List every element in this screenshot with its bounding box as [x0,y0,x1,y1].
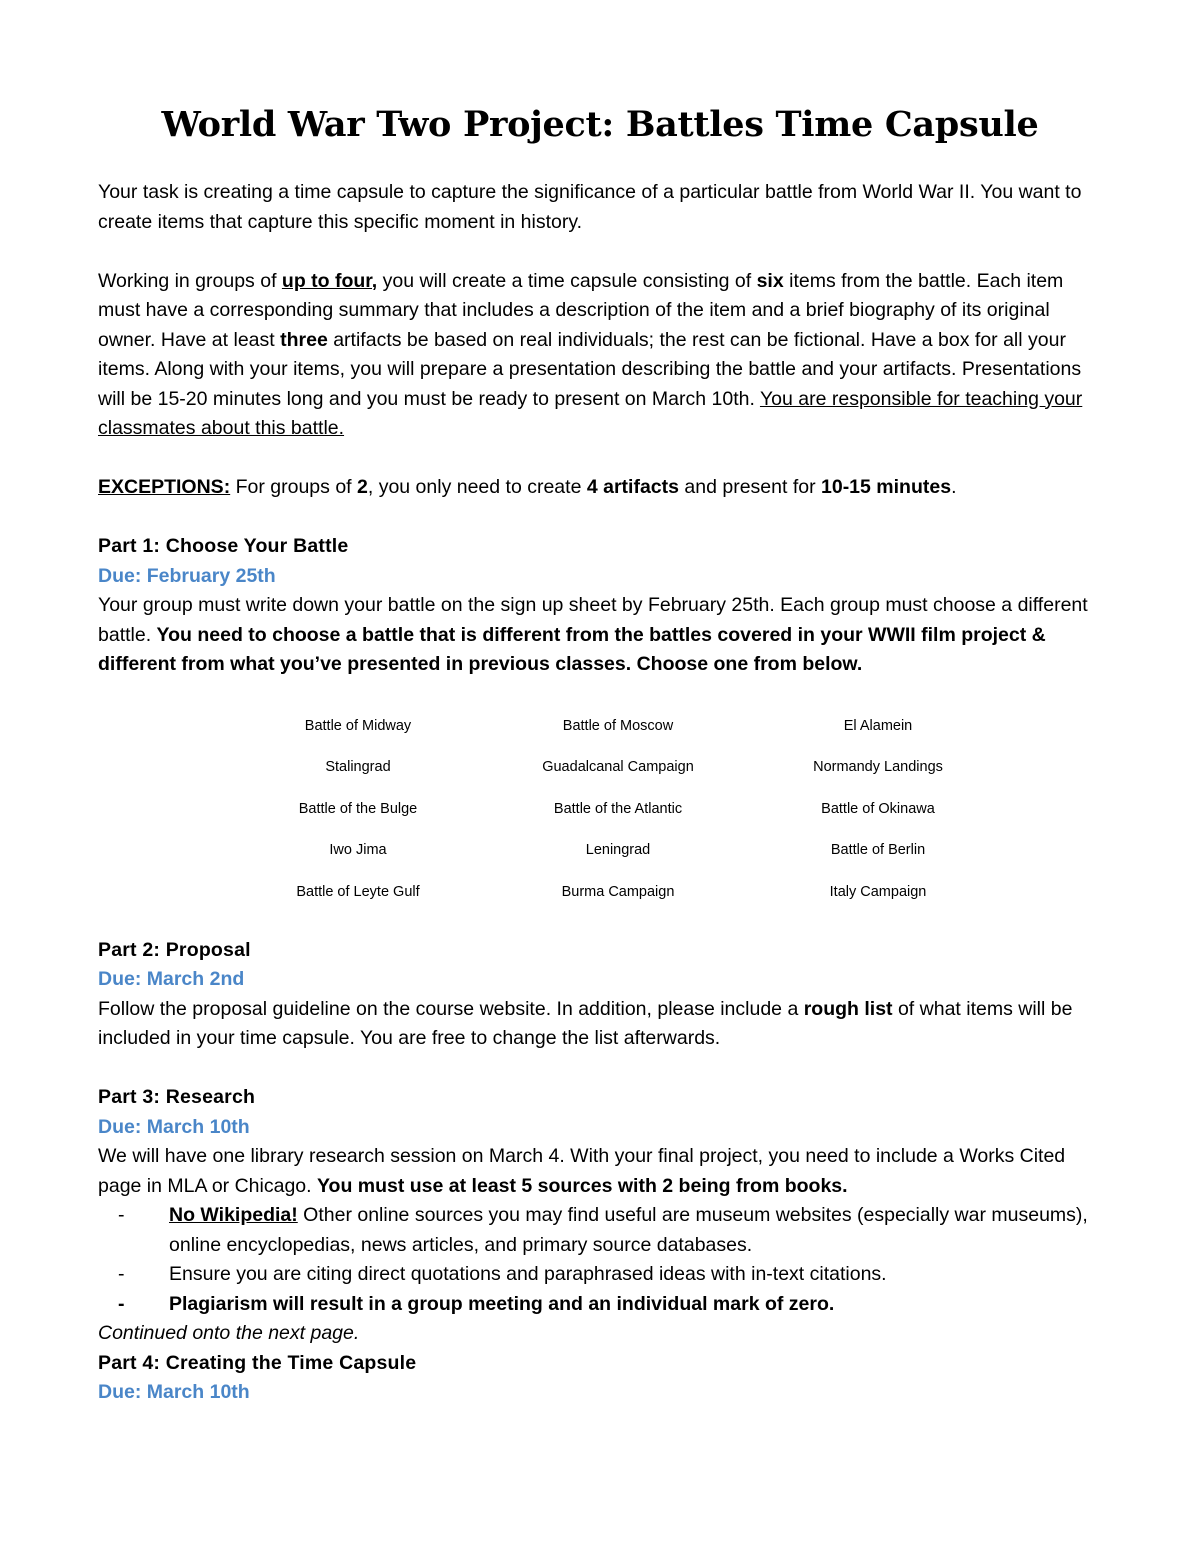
battle-option: Battle of the Bulge [298,800,418,817]
part4-section [98,1349,1108,1408]
task-paragraph [98,267,1108,444]
battle-option: Battle of Okinawa [821,800,935,817]
research-rules-list [98,1201,1108,1319]
part2-heading: Part 2: Proposal [98,938,251,961]
part3-source-requirement: You must use at least 5 sources with 2 being from books. [316,1174,848,1197]
battle-option: Italy Campaign [829,883,927,900]
document-body [98,178,1108,1408]
citation-text: Ensure you are citing direct quotations and paraphrased ideas with in-text citations. [169,1263,887,1285]
battle-option: Battle of Moscow [562,717,674,734]
part2-text-2: of what items will be included in your time capsule. You are free to change the list afterwards. [98,997,1073,1049]
battle-option: Guadalcanal Campaign [542,759,694,775]
exceptions-text-4: . [951,476,957,498]
plagiarism-warning: Plagiarism will result in a group meeting and an individual mark of zero. [169,1292,835,1315]
task-text-1: Working in groups of [98,269,282,292]
part1-due-date: Due: February 25th [98,564,276,587]
part1-paragraph [98,591,1108,680]
page-title: World War Two Project: Battles Time Capsule [161,104,1039,145]
part3-heading: Part 3: Research [98,1086,256,1108]
intro-paragraph: Your task is creating a time capsule to capture the significance of a particular battle from World War II. You want to create items that capture this specific moment in history. [98,181,1082,233]
battle-option: Battle of the Atlantic [553,800,683,817]
item-count: six [756,269,784,292]
part1-text: Your group must write down your battle on the sign up sheet by February 25th. Each group must choose a different battle. [98,594,1088,646]
part2-section [98,936,1108,1054]
list-item [98,1201,1108,1260]
part1-section [98,532,1108,902]
part1-requirement: You need to choose a battle that is different from the battles covered in your WWII film project & different from what you’ve presented in previous classes. Choose one from below. [98,623,1046,675]
battle-option: Leningrad [585,842,651,858]
battle-option: Battle of Leyte Gulf [296,883,420,900]
task-text-2: you will create a time capsule consisting of [377,269,757,292]
part2-due-date: Due: March 2nd [98,968,245,990]
group-size: up to four, [281,269,378,292]
dash-marker: - [118,1263,125,1285]
battle-option: Battle of Berlin [830,842,926,858]
exceptions-duration: 10-15 minutes [821,476,952,498]
exceptions-text-2: , you only need to create [367,476,587,498]
exceptions-paragraph [98,473,1108,503]
part2-text-1: Follow the proposal guideline on the course website. In addition, please include a [98,997,804,1020]
dash-marker: - [118,1204,125,1226]
exceptions-label: EXCEPTIONS: [98,476,231,498]
exceptions-artifacts: 4 artifacts [586,476,679,498]
teaching-note: You are responsible for teaching your classmates about this battle. [98,387,1083,439]
exceptions-group-size: 2 [357,476,368,498]
real-artifact-count: three [280,328,328,351]
battle-option: Battle of Midway [304,717,412,734]
part2-paragraph [98,995,1108,1054]
list-item [98,1290,1108,1320]
dash-marker: - [118,1292,125,1315]
part3-paragraph [98,1142,1108,1201]
part3-text: We will have one library research session on March 4. With your final project, you need to include a Works Cited page in MLA or Chicago. [98,1145,1066,1197]
part4-due-date: Due: March 10th [98,1381,250,1403]
part3-due-date: Due: March 10th [98,1115,250,1138]
no-wikipedia: No Wikipedia! [169,1204,298,1226]
exceptions-text-1: For groups of [230,476,357,498]
battle-option: Burma Campaign [561,883,675,900]
task-text-4: artifacts be based on real individuals; the rest can be fictional. Have a box for all your items. Along with your items, you will prepare a presentation describing the battle and your artifacts. Presentations will be 15-20 minutes long and you must be ready to present on March 10th. [98,328,1082,410]
part1-heading: Part 1: Choose Your Battle [98,535,349,557]
continued-note: Continued onto the next page. [98,1322,360,1344]
part3-section [98,1083,1108,1319]
battle-list [98,716,1008,902]
part2-rough-list: rough list [803,997,893,1020]
battle-option: El Alamein [843,717,913,734]
battle-option: Stalingrad [325,759,391,775]
part4-heading: Part 4: Creating the Time Capsule [98,1351,417,1374]
task-text-3: items from the battle. Each item must have a corresponding summary that includes a description of the item and a brief biography of its original owner. Have at least [98,269,1064,351]
battle-option: Iwo Jima [329,842,387,858]
sources-text: Other online sources you may find useful are museum websites (especially war museums), online encyclopedias, news articles, and primary source databases. [169,1204,1088,1256]
battle-option: Normandy Landings [813,759,943,775]
list-item [98,1260,1108,1290]
exceptions-text-3: and present for [678,476,821,498]
